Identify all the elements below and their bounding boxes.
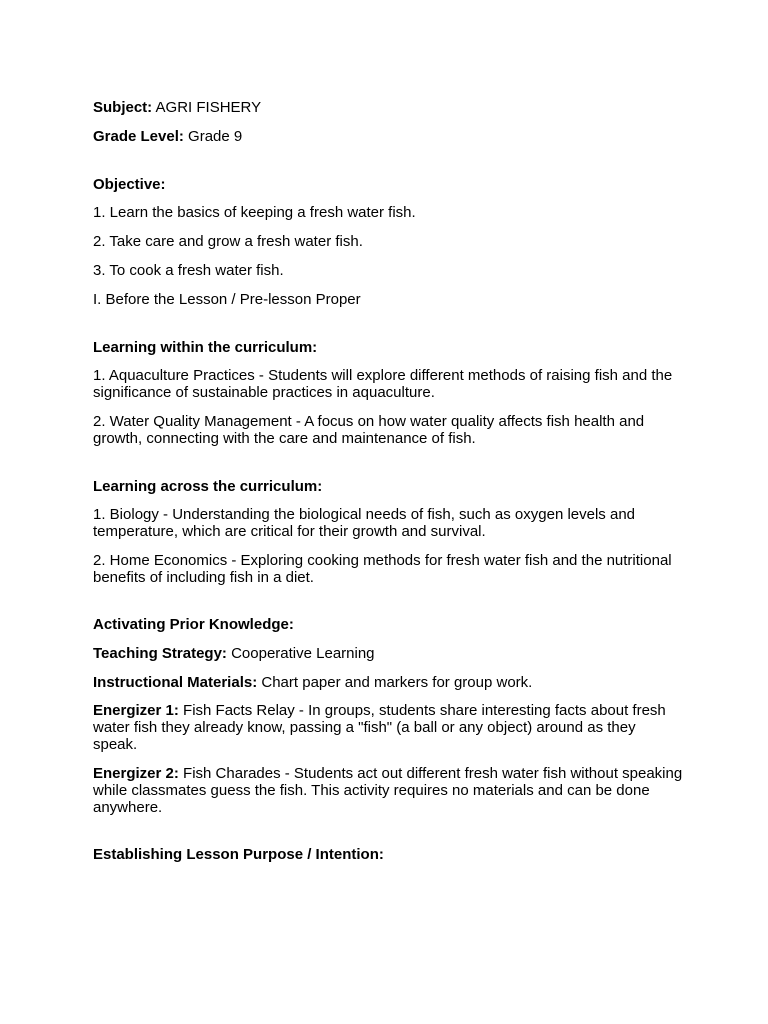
energizer-2-paragraph bbox=[93, 765, 683, 816]
instructional-materials-line bbox=[93, 674, 683, 691]
energizer-2-label: Energizer 2: bbox=[93, 765, 179, 782]
objective-item-2: 2. Take care and grow a fresh water fish. bbox=[93, 233, 363, 250]
subject-label: Subject: bbox=[93, 99, 153, 116]
within-curriculum-heading: Learning within the curriculum: bbox=[93, 339, 318, 356]
teaching-strategy-value: Cooperative Learning bbox=[231, 645, 375, 662]
teaching-strategy-line bbox=[93, 645, 683, 662]
energizer-2-value: Fish Charades - Students act out different fresh water fish without speaking while classmates guess the fish. This activity requires no materials and can be done anywhere. bbox=[93, 765, 683, 816]
energizer-1-label: Energizer 1: bbox=[93, 702, 179, 719]
across-curriculum-item-2: 2. Home Economics - Exploring cooking methods for fresh water fish and the nutritional benefits of including fish in a diet. bbox=[93, 552, 672, 586]
energizer-1-paragraph bbox=[93, 702, 683, 753]
grade-label: Grade Level: bbox=[93, 128, 184, 145]
objective-heading: Objective: bbox=[93, 176, 166, 193]
across-curriculum-heading: Learning across the curriculum: bbox=[93, 478, 323, 495]
objective-item-3: 3. To cook a fresh water fish. bbox=[93, 262, 284, 279]
subject-line bbox=[93, 99, 683, 116]
across-curriculum-item-1: 1. Biology - Understanding the biological needs of fish, such as oxygen levels and temperature, which are critical for their growth and survival. bbox=[93, 506, 635, 540]
lesson-purpose-heading: Establishing Lesson Purpose / Intention: bbox=[93, 846, 384, 863]
instructional-materials-label: Instructional Materials: bbox=[93, 674, 258, 691]
within-curriculum-item-2: 2. Water Quality Management - A focus on how water quality affects fish health and growth, connecting with the care and maintenance of fish. bbox=[93, 413, 645, 447]
objective-item-1: 1. Learn the basics of keeping a fresh water fish. bbox=[93, 204, 416, 221]
energizer-1-value: Fish Facts Relay - In groups, students share interesting facts about fresh water fish they already know, passing a "fish" (a ball or any object) around as they speak. bbox=[93, 702, 666, 753]
grade-value: Grade 9 bbox=[188, 128, 243, 145]
instructional-materials-value: Chart paper and markers for group work. bbox=[261, 674, 533, 691]
teaching-strategy-label: Teaching Strategy: bbox=[93, 645, 227, 662]
prior-knowledge-heading: Activating Prior Knowledge: bbox=[93, 616, 294, 633]
subject-value: AGRI FISHERY bbox=[155, 99, 262, 116]
before-lesson-line: I. Before the Lesson / Pre-lesson Proper bbox=[93, 291, 361, 308]
within-curriculum-item-1: 1. Aquaculture Practices - Students will explore different methods of raising fish and the significance of sustainable practices in aquaculture. bbox=[93, 367, 673, 401]
grade-line bbox=[93, 128, 683, 145]
